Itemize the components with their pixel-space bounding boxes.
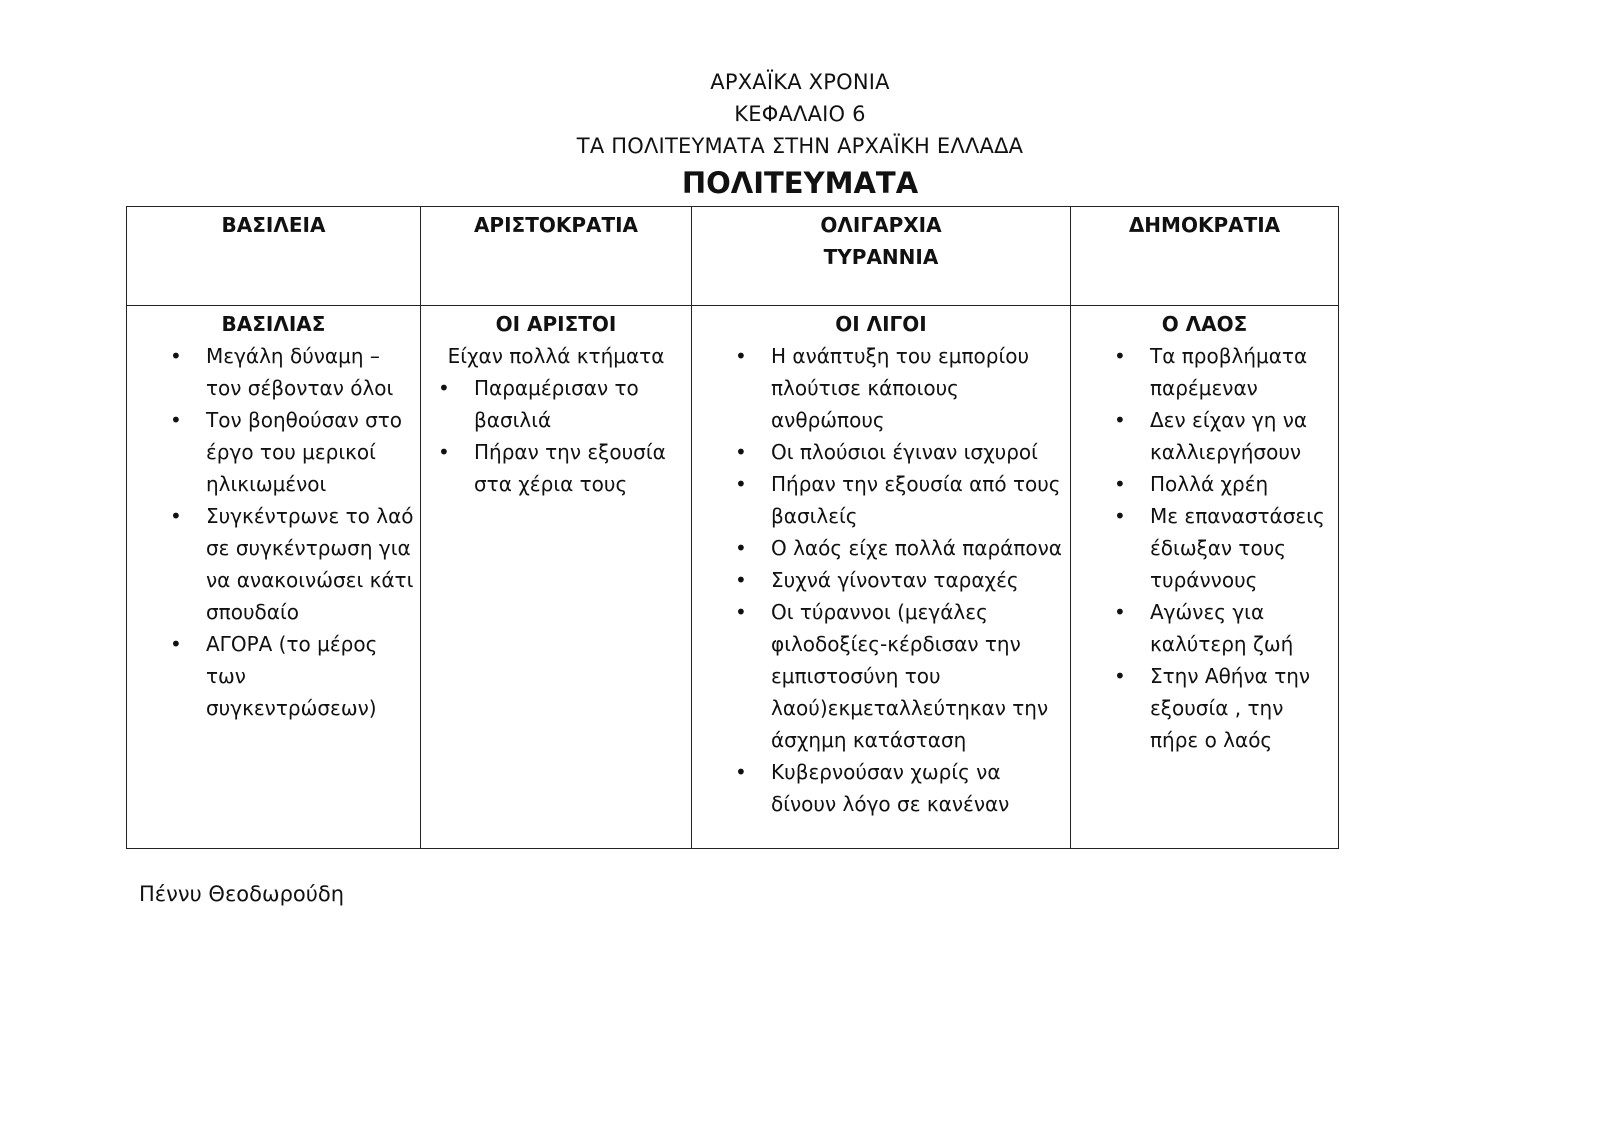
- list-item: • Οι πλούσιοι έγιναν ισχυροί: [692, 436, 1070, 468]
- list-item: • Κυβερνούσαν χωρίς να δίνουν λόγο σε κανέναν: [692, 756, 1070, 820]
- header-cell-democracy: [1071, 207, 1339, 306]
- list-item: • Συχνά γίνονταν ταραχές: [692, 564, 1070, 596]
- list-item: • Στην Αθήνα την εξουσία , την πήρε ο λαός: [1071, 660, 1338, 756]
- page-title: ΠΟΛΙΤΕΥΜΑΤΑ: [681, 166, 919, 200]
- cell-title: ΟΙ ΑΡΙΣΤΟΙ: [495, 312, 617, 336]
- body-cell-monarchy: [127, 306, 421, 849]
- header-cell-aristocracy: [421, 207, 692, 306]
- list-item: • Τον βοηθούσαν στο έργο του μερικοί ηλικιωμένοι: [127, 404, 420, 500]
- table-header-row: [127, 207, 1339, 306]
- era-heading: ΑΡΧΑΪΚΑ ΧΡΟΝΙΑ: [710, 70, 890, 94]
- bullet-list: [127, 340, 420, 724]
- header-cell-oligarchy: [692, 207, 1071, 306]
- list-item: • Ο λαός είχε πολλά παράπονα: [692, 532, 1070, 564]
- body-cell-aristocracy: [421, 306, 692, 849]
- body-cell-democracy: [1071, 306, 1339, 849]
- list-item: • Δεν είχαν γη να καλλιεργήσουν: [1071, 404, 1338, 468]
- header-label-secondary: ΤΥΡΑΝΝΙΑ: [823, 245, 939, 269]
- header-label: ΒΑΣΙΛΕΙΑ: [221, 213, 326, 237]
- cell-subtitle: Είχαν πολλά κτήματα: [447, 344, 665, 368]
- header-label: ΟΛΙΓΑΡΧΙΑ: [820, 213, 942, 237]
- bullet-list: [1071, 340, 1338, 756]
- list-item: • Πήραν την εξουσία από τους βασιλείς: [692, 468, 1070, 532]
- list-item: • Συγκέντρωνε το λαό σε συγκέντρωση για να ανακοινώσει κάτι σπουδαίο: [127, 500, 420, 628]
- list-item: • ΑΓΟΡΑ (το μέρος των συγκεντρώσεων): [127, 628, 420, 724]
- list-item: • Αγώνες για καλύτερη ζωή: [1071, 596, 1338, 660]
- header-label: ΔΗΜΟΚΡΑΤΙΑ: [1128, 213, 1281, 237]
- list-item: • Τα προβλήματα παρέμεναν: [1071, 340, 1338, 404]
- bullet-list: [421, 372, 691, 500]
- author-name: Πέννυ Θεοδωρούδη: [139, 882, 345, 906]
- cell-title: ΟΙ ΛΙΓΟΙ: [835, 312, 927, 336]
- cell-title: ΒΑΣΙΛΙΑΣ: [221, 312, 326, 336]
- chapter-heading: ΚΕΦΑΛΑΙΟ 6: [734, 102, 866, 126]
- header-label: ΑΡΙΣΤΟΚΡΑΤΙΑ: [473, 213, 639, 237]
- list-item: • Παραμέρισαν το βασιλιά: [421, 372, 691, 436]
- list-item: • Με επαναστάσεις έδιωξαν τους τυράννους: [1071, 500, 1338, 596]
- list-item: • Μεγάλη δύναμη – τον σέβονταν όλοι: [127, 340, 420, 404]
- list-item: • Οι τύραννοι (μεγάλες φιλοδοξίες-κέρδισαν την εμπιστοσύνη του λαού)εκμεταλλεύτηκαν την άσχημη κατάσταση: [692, 596, 1070, 756]
- bullet-list: [692, 340, 1070, 820]
- body-cell-oligarchy: [692, 306, 1071, 849]
- table-body-row: [127, 306, 1339, 849]
- list-item: • Η ανάπτυξη του εμπορίου πλούτισε κάποιους ανθρώπους: [692, 340, 1070, 436]
- list-item: • Πήραν την εξουσία στα χέρια τους: [421, 436, 691, 500]
- topic-heading: ΤΑ ΠΟΛΙΤΕΥΜΑΤΑ ΣΤΗΝ ΑΡΧΑΪΚΗ ΕΛΛΑΔΑ: [576, 134, 1024, 158]
- regimes-table: [126, 206, 1339, 849]
- header-cell-monarchy: [127, 207, 421, 306]
- list-item: • Πολλά χρέη: [1071, 468, 1338, 500]
- cell-title: Ο ΛΑΟΣ: [1161, 312, 1248, 336]
